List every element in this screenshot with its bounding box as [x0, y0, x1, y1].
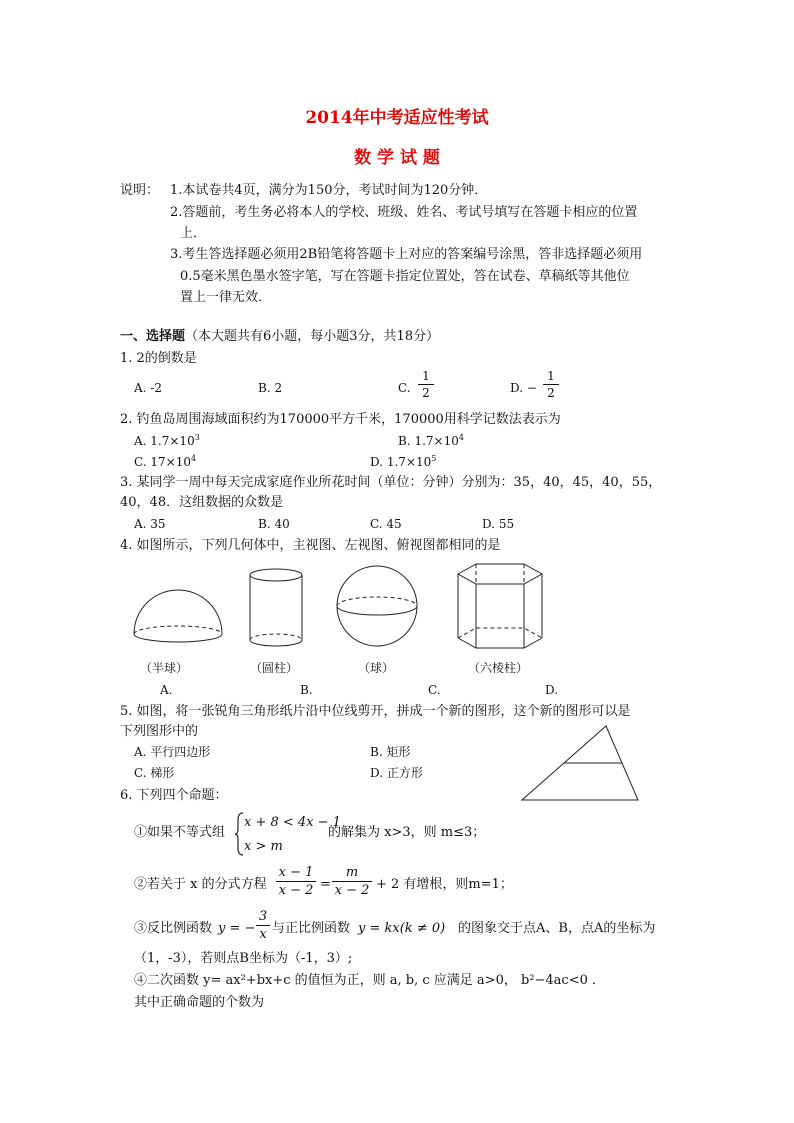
- q6-closing: 其中正确命题的个数为: [134, 995, 265, 1010]
- q2-option-d-exponent: 5: [431, 454, 437, 463]
- q3-option-d: D. 55: [482, 517, 515, 531]
- fraction-numerator: m: [345, 865, 359, 880]
- q5-option-d: D. 正方形: [370, 766, 423, 780]
- q3-stem-line-1: 3. 某同学一周中每天完成家庭作业所花时间（单位：分钟）分别为：35，40，45，40，55，: [120, 475, 662, 490]
- fraction-denominator: 2: [547, 386, 555, 400]
- q2-option-b: [398, 434, 464, 447]
- q5-option-c: C. 梯形: [134, 766, 175, 780]
- sphere-figure: [336, 564, 418, 648]
- fraction-bar: [332, 881, 372, 882]
- q5-stem-line-2: 下列图形中的: [120, 724, 199, 739]
- fraction-bar: [276, 881, 316, 882]
- fraction-numerator: x − 1: [278, 865, 314, 880]
- q5-option-b: B. 矩形: [370, 745, 411, 759]
- q2-option-d: [370, 455, 436, 468]
- q5-stem-line-1: 5. 如图，将一张锐角三角形纸片沿中位线剪开，拼成一个新的图形，这个新的图形可以是: [120, 704, 631, 719]
- fraction-denominator: 2: [422, 386, 430, 400]
- q3-option-c: C. 45: [370, 517, 402, 531]
- q6-prop2-suffix: + 2 有增根，则m=1；: [376, 877, 513, 892]
- q4-caption-sphere: （球）: [358, 661, 395, 675]
- q6-prop2-prefix: ②若关于 x 的分式方程: [134, 877, 267, 892]
- hemisphere-figure: [130, 590, 226, 646]
- instruction-line-4: 3.考生答选择题必须用2B铅笔将答题卡上对应的答案编号涂黑，答非选择题必须用: [170, 247, 643, 262]
- fraction-bar: [256, 925, 270, 926]
- exam-subtitle: 数 学 试 题: [354, 148, 440, 168]
- fraction-numerator: 1: [422, 369, 430, 383]
- q6-prop3-suffix: 的图象交于点A、B，点A的坐标为: [458, 921, 656, 936]
- q1-option-b: B. 2: [258, 381, 283, 395]
- fraction-denominator: x: [259, 927, 267, 942]
- q6-prop3-line-2: （1，-3），若则点B坐标为（-1，3）;: [134, 951, 353, 966]
- q4-caption-prism: （六棱柱）: [468, 661, 529, 675]
- fraction-bar: [543, 384, 559, 385]
- q6-stem: 6. 下列四个命题：: [120, 788, 228, 803]
- hexagonal-prism-figure: [456, 562, 544, 650]
- cylinder-figure: [247, 566, 305, 650]
- fraction-denominator: x − 2: [278, 883, 314, 898]
- q6-prop3-linear-function: y = kx(k ≠ 0): [358, 921, 446, 936]
- q2-option-c-exponent: 4: [190, 454, 197, 463]
- q6-prop1-suffix: 的解集为 x>3，则 m≤3；: [328, 825, 486, 840]
- q3-option-b: B. 40: [258, 517, 290, 531]
- fraction-numerator: 3: [258, 909, 268, 924]
- q1-stem: 1. 2的倒数是: [120, 351, 197, 366]
- instruction-line-2: 2.答题前，考生务必将本人的学校、班级、姓名、考试号填写在答题卡相应的位置: [170, 205, 638, 220]
- q3-stem-line-2: 40，48．这组数据的众数是: [120, 495, 284, 510]
- q4-option-a: A.: [160, 683, 173, 697]
- instruction-line-6: 置上一律无效．: [180, 290, 272, 305]
- q5-option-a: A. 平行四边形: [134, 745, 211, 759]
- q6-prop3-prefix: ③反比例函数: [134, 921, 213, 936]
- q6-prop3-fraction: [256, 910, 270, 941]
- triangle-midline-figure: [520, 724, 640, 802]
- q2-option-a: [134, 434, 200, 447]
- q6-prop3-y-equals: y = −: [218, 921, 256, 936]
- q4-option-b: B.: [300, 683, 313, 697]
- q2-stem: 2. 钓鱼岛周围海域面积约为170000平方千米，170000用科学记数法表示为: [120, 412, 561, 427]
- fraction-denominator: x − 2: [334, 883, 370, 898]
- fraction-numerator: 1: [547, 369, 555, 383]
- instruction-line-5: 0.5毫米黑色墨水签字笔，写在答题卡指定位置处，答在试卷、草稿纸等其他位: [180, 269, 630, 284]
- q4-caption-cylinder: （圆柱）: [250, 661, 299, 675]
- q1-option-a: A. -2: [134, 381, 162, 395]
- q6-prop1-inequality-2: x > m: [244, 839, 283, 854]
- q6-prop1-inequality-1: x + 8 < 4x − 1: [244, 815, 341, 830]
- q4-option-d: D.: [545, 683, 559, 697]
- q4-stem: 4. 如图所示，下列几何体中，主视图、左视图、俯视图都相同的是: [120, 538, 501, 553]
- q2-option-c: [134, 455, 196, 468]
- q3-option-a: A. 35: [134, 517, 166, 531]
- q1-option-c-fraction: [418, 370, 434, 399]
- q1-option-c: C.: [398, 381, 411, 395]
- instructions-label: 说明：: [120, 183, 160, 198]
- q6-prop1-prefix: ①如果不等式组: [134, 825, 226, 840]
- q2-option-d-text: D. 1.7×10: [370, 455, 432, 469]
- q6-prop2-fraction-1: [276, 866, 316, 897]
- q2-option-b-text: B. 1.7×10: [398, 434, 459, 448]
- q2-option-a-exponent: 3: [194, 433, 200, 442]
- section-heading: [120, 330, 439, 343]
- exam-title: 2014年中考适应性考试: [305, 108, 489, 128]
- instruction-line-1: 1.本试卷共4页，满分为150分，考试时间为120分钟．: [170, 183, 488, 198]
- q6-prop2-fraction-2: [332, 866, 372, 897]
- section-heading-rest: （本大题共有6小题，每小题3分，共18分）: [185, 329, 440, 344]
- q1-option-d: D. −: [510, 381, 537, 395]
- q2-option-a-text: A. 1.7×10: [134, 434, 195, 448]
- instruction-line-3: 上．: [180, 226, 207, 241]
- left-brace-icon: [234, 812, 244, 856]
- q6-prop4: ④二次函数 y= ax²+bx+c 的值恒为正，则 a, b, c 应满足 a>0， b²−4ac<0 ．: [134, 973, 605, 988]
- q4-caption-hemisphere: （半球）: [140, 661, 189, 675]
- section-heading-bold: 一、选择题: [120, 329, 186, 344]
- q6-prop2-equals: =: [320, 877, 331, 892]
- q1-option-d-fraction: [543, 370, 559, 399]
- q2-option-c-text: C. 17×10: [134, 455, 191, 469]
- q6-prop3-middle: 与正比例函数: [272, 921, 351, 936]
- fraction-bar: [418, 384, 434, 385]
- q4-option-c: C.: [428, 683, 441, 697]
- q2-option-b-exponent: 4: [458, 433, 464, 442]
